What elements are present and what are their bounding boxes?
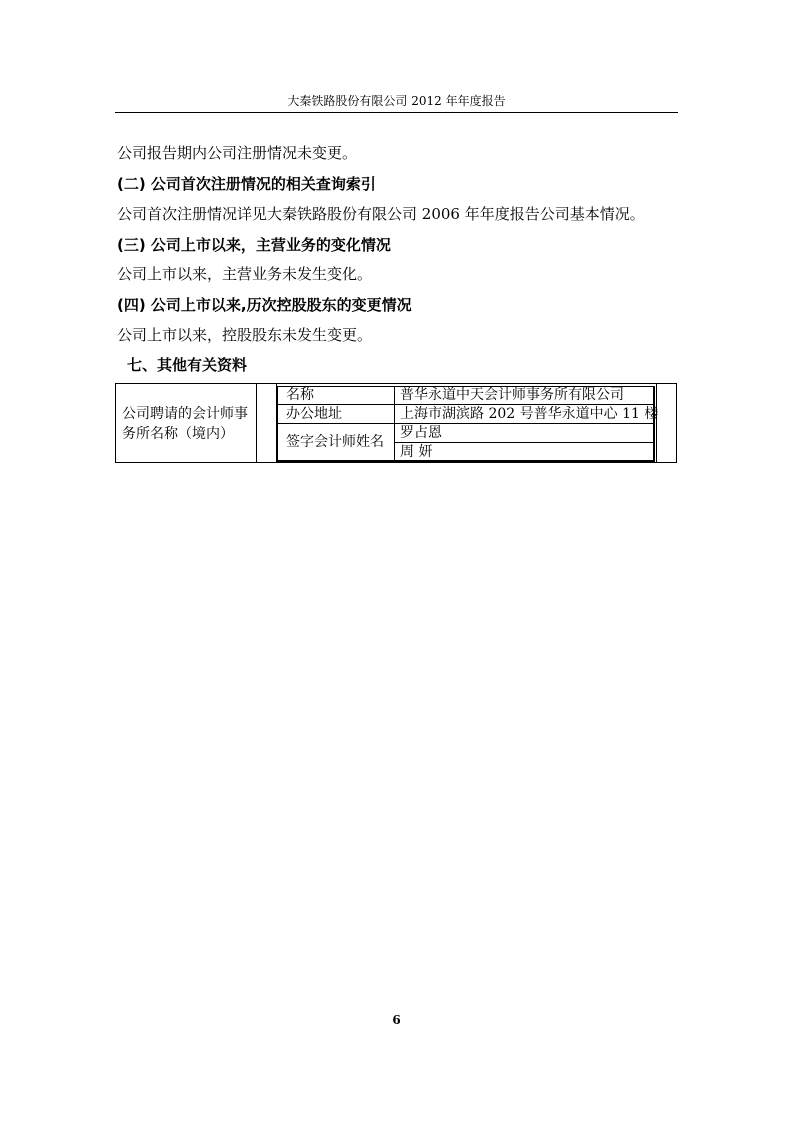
heading-main-business-changes: (三) 公司上市以来，主营业务的变化情况 bbox=[117, 236, 391, 254]
paragraph-main-business-unchanged: 公司上市以来，主营业务未发生变化。 bbox=[117, 265, 373, 283]
signing-accountant-1: 罗占恩 bbox=[395, 424, 654, 443]
header-title: 大秦铁路股份有限公司 2012 年年度报告 bbox=[287, 94, 506, 108]
page-number: 6 bbox=[392, 1013, 401, 1027]
accounting-firm-label-line2: 务所名称（境内） bbox=[122, 426, 234, 442]
table-spacer-right bbox=[656, 384, 676, 462]
office-address-value: 上海市湖滨路 202 号普华永道中心 11 楼 bbox=[395, 405, 654, 424]
office-address-label: 办公地址 bbox=[278, 405, 395, 424]
heading-controlling-shareholder-changes: (四) 公司上市以来,历次控股股东的变更情况 bbox=[117, 296, 412, 314]
accounting-firm-label-line1: 公司聘请的会计师事 bbox=[122, 406, 248, 422]
signing-accountant-2: 周 妍 bbox=[400, 444, 433, 460]
accounting-firm-label-cell bbox=[116, 384, 257, 462]
paragraph-first-registration-detail: 公司首次注册情况详见大秦铁路股份有限公司 2006 年年度报告公司基本情况。 bbox=[117, 205, 645, 223]
paragraph-registration-unchanged: 公司报告期内公司注册情况未变更。 bbox=[117, 144, 358, 162]
page-header bbox=[115, 92, 678, 113]
heading-first-registration-index: (二) 公司首次注册情况的相关查询索引 bbox=[117, 175, 376, 193]
accounting-firm-table bbox=[115, 383, 677, 463]
paragraph-controlling-shareholder-unchanged: 公司上市以来，控股股东未发生变更。 bbox=[117, 326, 373, 344]
heading-other-information: 七、其他有关资料 bbox=[127, 356, 248, 374]
signing-accountant-label: 签字会计师姓名 bbox=[278, 424, 395, 461]
firm-name-value: 普华永道中天会计师事务所有限公司 bbox=[395, 387, 654, 405]
firm-name-label: 名称 bbox=[278, 387, 395, 405]
accounting-firm-details-table bbox=[277, 386, 659, 462]
table-spacer-left bbox=[257, 384, 277, 462]
